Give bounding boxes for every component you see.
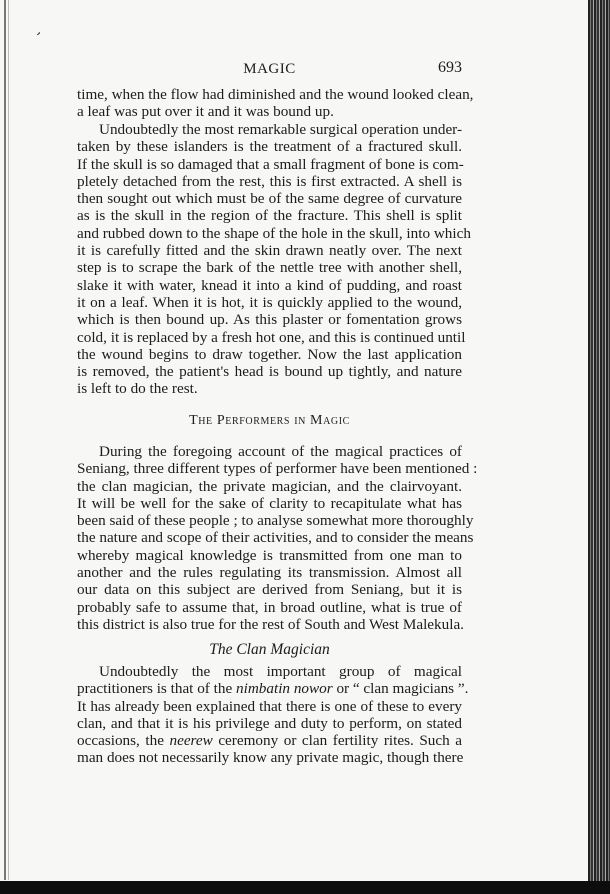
- text-segment: or “ clan magicians ”.: [332, 680, 469, 698]
- text-line: [77, 311, 462, 328]
- italic-term: neerew: [169, 732, 213, 750]
- text-line: [77, 121, 462, 138]
- paragraph: [77, 121, 471, 398]
- text-line: [77, 460, 478, 478]
- text-segment: whereby magical knowledge is transmitted from one man to: [77, 546, 462, 564]
- text-segment: then sought out which must be of the same degree of curvature: [77, 190, 462, 208]
- scan-left-edge: [4, 0, 6, 880]
- text-segment: cold, it is replaced by a fresh hot one, and this is continued until: [77, 328, 466, 346]
- text-segment: this district is also true for the rest of South and West Malekula.: [77, 615, 464, 633]
- text-segment: our data on this subject are derived from Seniang, but it is: [77, 581, 462, 599]
- text-segment: occasions, the: [77, 732, 170, 750]
- text-segment: pletely detached from the rest, this is first extracted. A shell is: [77, 172, 462, 190]
- text-segment: as is the skull in the region of the fracture. This shell is split: [77, 207, 462, 225]
- text-line: [77, 380, 462, 397]
- text-segment: and rubbed down to the shape of the hole in the skull, into which: [77, 224, 471, 242]
- text-line: [77, 156, 462, 173]
- text-segment: man does not necessarily know any private magic, though there: [77, 749, 464, 767]
- text-segment: another and the rules regulating its transmission. Almost all: [77, 564, 462, 582]
- scan-ink-mark: ,: [35, 21, 46, 39]
- text-line: [77, 749, 462, 766]
- page-number: 693: [438, 59, 462, 76]
- text-line: [77, 103, 462, 120]
- text-line: [77, 680, 469, 698]
- text-line: [77, 224, 471, 242]
- text-segment: Seniang, three different types of performer have been mentioned :: [77, 460, 478, 478]
- text-segment: During the foregoing account of the magical practices of: [99, 443, 462, 460]
- text-segment: the clan magician, the private magician, and the clairvoyant.: [77, 477, 462, 495]
- text-line: [77, 478, 462, 495]
- text-line: [77, 259, 462, 276]
- text-line: [77, 663, 462, 680]
- text-line: [77, 443, 462, 460]
- text-segment: time, when the flow had diminished and the wound looked clean,: [77, 86, 474, 103]
- text-line: [77, 363, 462, 380]
- text-line: [77, 190, 462, 207]
- text-segment: is removed, the patient's head is bound up tightly, and nature: [77, 363, 462, 381]
- subsection-heading: The Clan Magician: [209, 641, 330, 658]
- text-segment: which is then bound up. As this plaster or fomentation grows: [77, 311, 462, 329]
- text-segment: practitioners is that of the: [77, 680, 237, 698]
- text-segment: it is carefully fitted and the skin drawn neatly over. The next: [77, 242, 462, 260]
- text-segment: it on a leaf. When it is hot, it is quickly applied to the wound,: [77, 293, 462, 311]
- text-segment: the wound begins to draw together. Now the last application: [77, 345, 462, 363]
- text-line: [77, 732, 462, 749]
- text-segment: been said of these people ; to analyse somewhat more thoroughly: [77, 512, 474, 530]
- running-title: MAGIC: [243, 61, 296, 77]
- scan-bottom-edge: [0, 881, 610, 894]
- paragraph: [77, 86, 474, 121]
- text-segment: probably safe to assume that, in broad outline, what is true of: [77, 598, 462, 616]
- text-line: [77, 328, 466, 346]
- text-segment: If the skull is so damaged that a small fragment of bone is com-: [77, 155, 464, 173]
- italic-term: nimbatin nowor: [236, 680, 333, 698]
- text-segment: slake it with water, knead it into a kind of pudding, and roast: [77, 276, 462, 294]
- text-line: [77, 616, 462, 633]
- text-line: [77, 529, 474, 547]
- text-line: [77, 715, 462, 732]
- text-line: [77, 698, 462, 715]
- paragraph: [77, 443, 478, 633]
- text-segment: Undoubtedly the most remarkable surgical operation under-: [99, 121, 462, 138]
- text-segment: taken by these islanders is the treatment of a fractured skull.: [77, 138, 462, 156]
- text-line: [77, 581, 462, 598]
- section-heading: The Performers in Magic: [189, 413, 350, 428]
- text-line: [77, 495, 462, 512]
- text-line: [77, 294, 462, 311]
- text-segment: is left to do the rest.: [77, 380, 198, 398]
- text-line: [77, 564, 462, 581]
- running-header: [77, 61, 462, 79]
- text-line: [77, 86, 474, 103]
- text-line: [77, 599, 462, 616]
- text-segment: It has already been explained that there is one of these to every: [77, 697, 462, 715]
- text-segment: It will be well for the sake of clarity to recapitulate what has: [77, 494, 462, 512]
- text-segment: a leaf was put over it and it was bound up.: [77, 103, 334, 121]
- text-segment: clan, and that it is his privilege and duty to perform, on stated: [77, 714, 462, 732]
- text-segment: ceremony or clan fertility rites. Such a: [212, 732, 462, 750]
- text-line: [77, 173, 462, 190]
- scan-left-edge-shadow: [8, 0, 9, 880]
- text-line: [77, 207, 462, 224]
- book-binding-edge: [588, 0, 610, 894]
- text-line: [77, 242, 462, 259]
- text-segment: Undoubtedly the most important group of magical: [99, 663, 462, 680]
- text-segment: step is to scrape the bark of the nettle tree with another shell,: [77, 259, 462, 277]
- text-segment: the nature and scope of their activities, and to consider the means: [77, 529, 474, 547]
- text-line: [77, 138, 462, 155]
- text-line: [77, 277, 462, 294]
- text-line: [77, 512, 474, 530]
- text-line: [77, 346, 462, 363]
- text-line: [77, 547, 462, 564]
- paragraph: [77, 663, 469, 767]
